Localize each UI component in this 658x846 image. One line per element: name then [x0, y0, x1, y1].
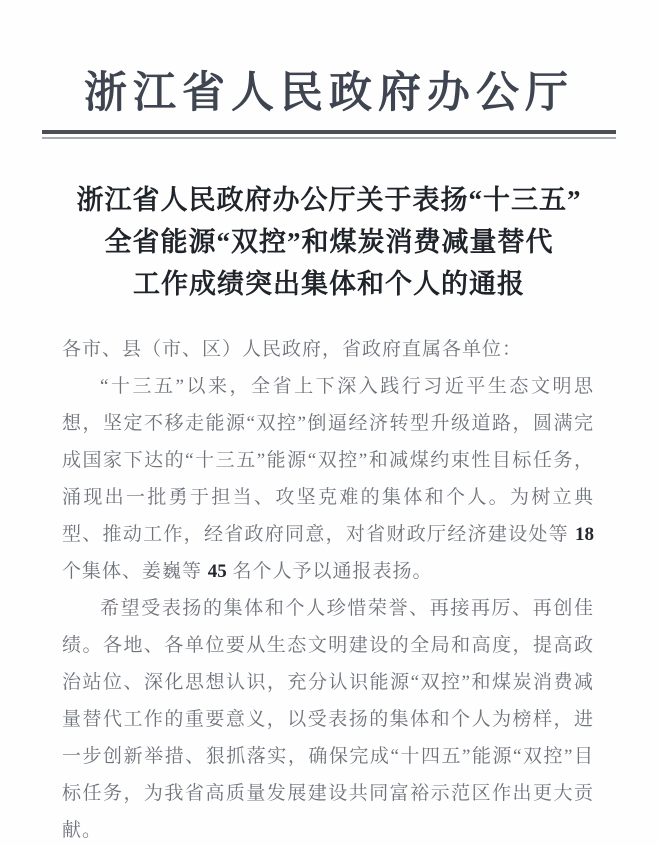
body-paragraph-1: “十三五”以来，全省上下深入践行习近平生态文明思想，坚定不移走能源“双控”倒逼经济转型升级道路，圆满完成国家下达的“十三五”能源“双控”和减煤约束性目标任务，涌现出一批勇于担当、攻坚克难的集体和个人。为树立典型、推动工作，经省政府同意，对省财政厅经济建设处等 18 个集体、姜巍等 45 名个人予以通报表扬。 [62, 375, 594, 582]
document-title-line-3: 工作成绩突出集体和个人的通报 [133, 268, 525, 299]
document-title [30, 179, 628, 305]
body-paragraph-2: 希望受表扬的集体和个人珍惜荣誉、再接再厉、再创佳绩。各地、各单位要从生态文明建设的全局和高度，提高政治站位、深化思想认识，充分认识能源“双控”和煤炭消费减量替代工作的重要意义，以受表扬的集体和个人为榜样，进一步创新举措、狠抓落实，确保完成“十四五”能源“双控”目标任务，为我省高质量发展建设共同富裕示范区作出更大贡献。 [62, 597, 594, 841]
salutation-line: 各市、县（市、区）人民政府，省政府直属各单位： [62, 338, 523, 360]
masthead [0, 0, 658, 139]
header-divider-rule [42, 130, 616, 139]
document-title-line-1: 浙江省人民政府办公厅关于表扬“十三五” [76, 184, 582, 215]
document-title-line-2: 全省能源“双控”和煤炭消费减量替代 [104, 226, 554, 257]
document-body [62, 331, 594, 846]
agency-name: 浙江省人民政府办公厅 [84, 70, 574, 117]
